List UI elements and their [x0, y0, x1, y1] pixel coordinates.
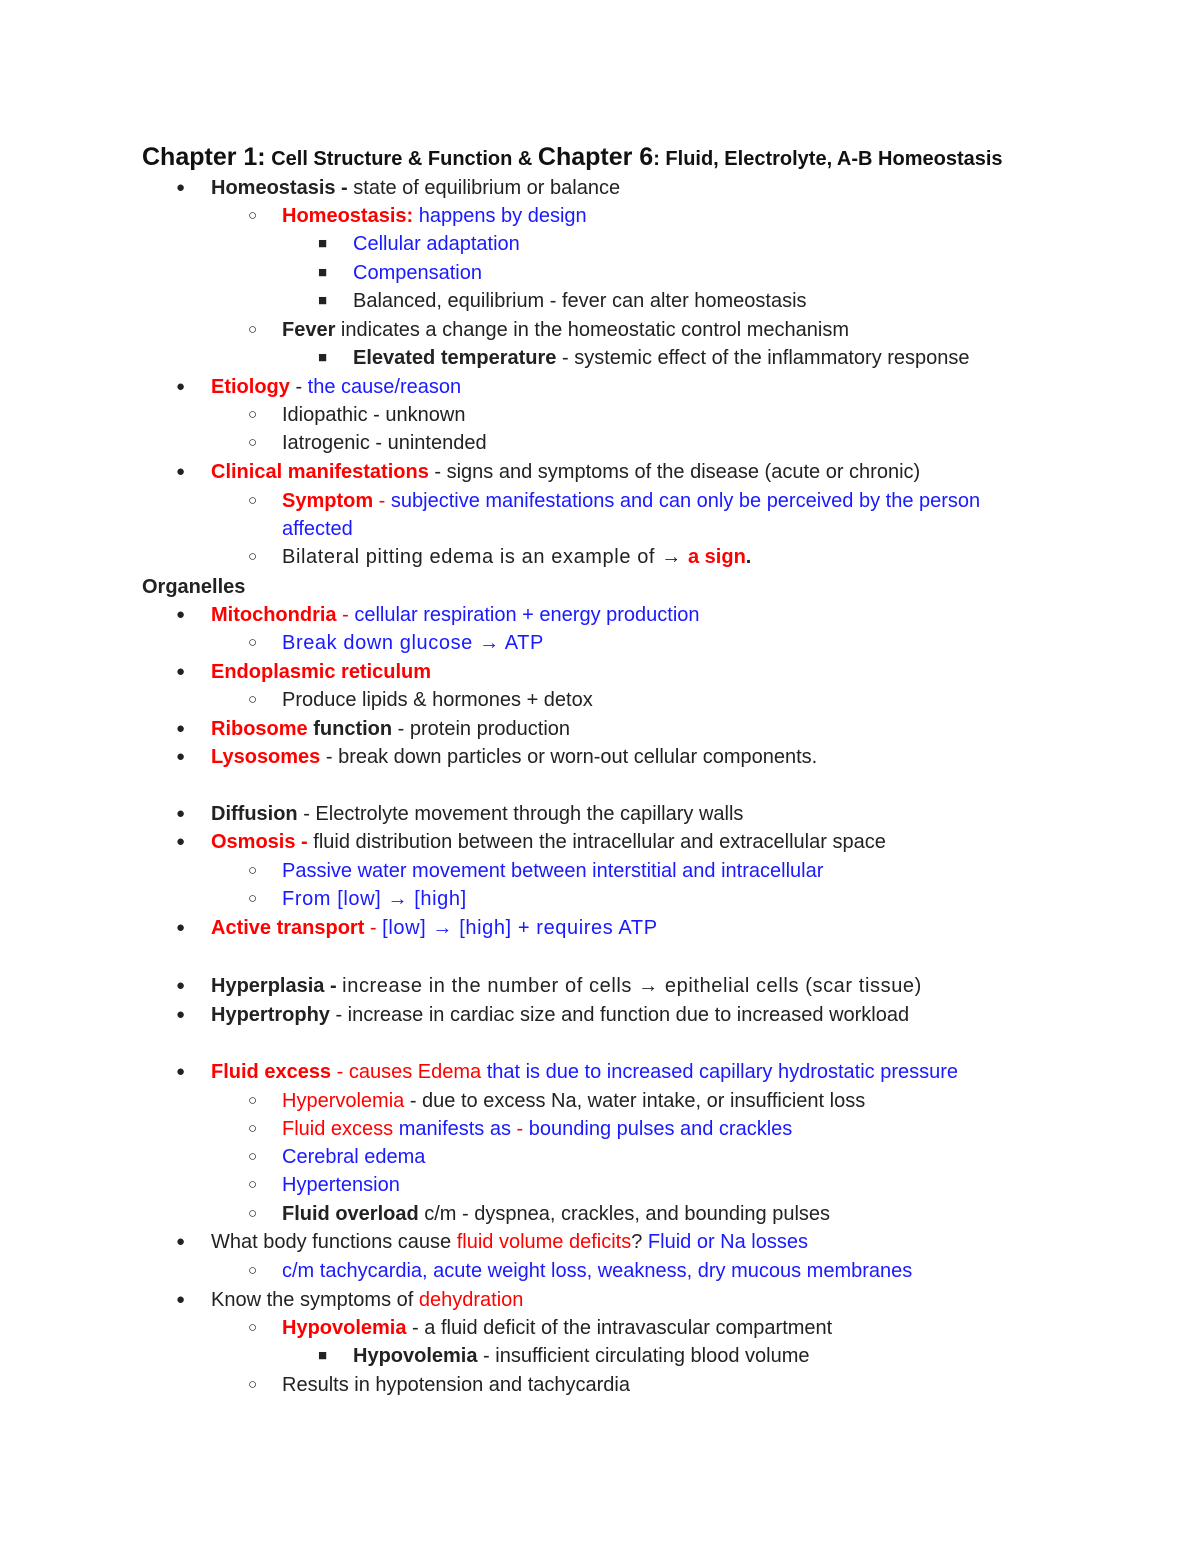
text-segment: Homeostasis: — [282, 205, 419, 227]
text-segment: - — [373, 490, 391, 512]
text-segment: - due to excess Na, water intake, or insufficient loss — [404, 1090, 866, 1112]
text-segment: bounding pulses and crackles — [528, 1118, 793, 1140]
text-segment: - insufficient circulating blood volume — [477, 1345, 810, 1367]
list-item — [248, 403, 466, 427]
text-segment: - — [336, 604, 355, 626]
list-item — [248, 688, 593, 712]
text-segment: subjective manifestations and can only be perceived by the person — [390, 490, 981, 512]
bullet-dot-icon: ● — [176, 977, 186, 994]
text-segment: Iatrogenic - unintended — [282, 432, 487, 454]
list-item — [248, 1117, 793, 1141]
bullet-dot-icon: ● — [176, 1006, 186, 1023]
bullet-circle-icon: ○ — [248, 406, 258, 423]
list-item — [248, 631, 544, 655]
text-segment: - Electrolyte movement through the capillary walls — [297, 803, 744, 825]
text-segment: - signs and symptoms of the disease (acute or chronic) — [428, 461, 921, 483]
text-segment: the cause/reason — [307, 376, 462, 398]
text-segment: c/m tachycardia, acute weight loss, weakness, dry mucous membranes — [282, 1260, 913, 1282]
text-segment: Homeostasis - — [211, 177, 354, 199]
bullet-square-icon: ■ — [318, 292, 328, 309]
text-segment: - — [516, 1118, 529, 1140]
text-segment: fluid distribution between the intracellular and extracellular space — [313, 831, 886, 853]
title-chapter-1: Chapter 1: — [142, 143, 266, 171]
text-segment: Hypovolemia — [353, 1345, 478, 1367]
bullet-circle-icon: ○ — [248, 1148, 258, 1165]
bullet-circle-icon: ○ — [248, 691, 258, 708]
list-item — [176, 830, 886, 854]
text-segment: increase in the number of cells → epithelial cells (scar tissue) — [342, 975, 922, 997]
text-segment: Passive water movement between interstitial and intracellular — [282, 860, 824, 882]
list-item — [176, 1060, 959, 1084]
list-item — [176, 1288, 524, 1312]
text-segment: Osmosis - — [211, 831, 314, 853]
list-item — [318, 289, 807, 313]
bullet-circle-icon: ○ — [248, 492, 258, 509]
bullet-dot-icon: ● — [176, 1233, 186, 1250]
text-segment: that is due to increased capillary hydrostatic pressure — [486, 1061, 959, 1083]
text-segment: happens by design — [418, 205, 587, 227]
text-segment: Hypervolemia — [282, 1090, 405, 1112]
list-item — [248, 431, 487, 455]
text-segment: Fluid excess — [211, 1061, 332, 1083]
bullet-dot-icon: ● — [176, 805, 186, 822]
text-segment: Break down glucose → ATP — [282, 632, 544, 654]
bullet-circle-icon: ○ — [248, 548, 258, 565]
text-segment: Hypertrophy — [211, 1004, 330, 1026]
bullet-circle-icon: ○ — [248, 890, 258, 907]
bullet-dot-icon: ● — [176, 1063, 186, 1080]
text-segment: c/m - dyspnea, crackles, and bounding pulses — [418, 1203, 831, 1225]
list-item — [248, 1173, 400, 1197]
bullet-dot-icon: ● — [176, 748, 186, 765]
text-segment: - — [289, 376, 308, 398]
bullet-circle-icon: ○ — [248, 207, 258, 224]
list-item — [248, 1259, 913, 1283]
list-item — [176, 1230, 808, 1254]
list-item — [248, 489, 981, 513]
list-item — [248, 1316, 833, 1340]
bullet-circle-icon: ○ — [248, 1205, 258, 1222]
list-item — [176, 660, 432, 684]
text-segment: a sign — [688, 546, 746, 568]
text-segment: Mitochondria — [211, 604, 337, 626]
text-segment: fluid volume deficits — [456, 1231, 632, 1253]
title-chapter-6: Chapter 6 — [537, 143, 654, 171]
bullet-dot-icon: ● — [176, 378, 186, 395]
text-segment: - break down particles or worn-out cellular components. — [320, 746, 818, 768]
text-segment: state of equilibrium or balance — [353, 177, 621, 199]
bullet-dot-icon: ● — [176, 606, 186, 623]
text-segment: dehydration — [418, 1289, 524, 1311]
bullet-circle-icon: ○ — [248, 1176, 258, 1193]
text-segment: manifests as — [398, 1118, 517, 1140]
text-segment: - — [364, 917, 383, 939]
list-item — [248, 1373, 630, 1397]
list-item — [176, 460, 921, 484]
text-segment: Fluid overload — [282, 1203, 419, 1225]
bullet-square-icon: ■ — [318, 349, 328, 366]
bullet-circle-icon: ○ — [248, 1120, 258, 1137]
text-segment: Bilateral pitting edema is an example of → — [282, 546, 688, 568]
bullet-square-icon: ■ — [318, 264, 328, 281]
list-item — [248, 318, 849, 342]
list-item — [248, 1202, 831, 1226]
text-segment: Cellular adaptation — [353, 233, 520, 255]
text-segment: Balanced, equilibrium - fever can alter homeostasis — [353, 290, 807, 312]
text-segment: Results in hypotension and tachycardia — [282, 1374, 630, 1396]
list-item — [248, 545, 752, 569]
text-segment: cellular respiration + energy production — [354, 604, 700, 626]
bullet-circle-icon: ○ — [248, 434, 258, 451]
text-segment: - increase in cardiac size and function due to increased workload — [329, 1004, 910, 1026]
list-item — [248, 204, 587, 228]
text-segment: - causes Edema — [331, 1061, 487, 1083]
bullet-circle-icon: ○ — [248, 1262, 258, 1279]
text-segment: Symptom — [282, 490, 374, 512]
list-item — [248, 1145, 426, 1169]
bullet-dot-icon: ● — [176, 179, 186, 196]
text-segment: From [low] → [high] — [282, 888, 467, 910]
text-segment: - systemic effect of the inflammatory response — [556, 347, 970, 369]
title-chapter-1-topic: Cell Structure & Function & — [265, 148, 538, 170]
text-segment: Ribosome — [211, 718, 308, 740]
bullet-circle-icon: ○ — [248, 321, 258, 338]
bullet-square-icon: ■ — [318, 235, 328, 252]
list-item — [176, 916, 658, 940]
text-segment: Etiology — [211, 376, 290, 398]
text-segment: Lysosomes — [211, 746, 321, 768]
text-segment: ? — [631, 1231, 648, 1253]
list-item — [176, 717, 571, 741]
bullet-square-icon: ■ — [318, 1347, 328, 1364]
text-segment: Clinical manifestations — [211, 461, 429, 483]
text-segment: Hypovolemia — [282, 1317, 407, 1339]
text-segment: Endoplasmic reticulum — [211, 661, 432, 683]
text-segment: Hyperplasia - — [211, 975, 343, 997]
list-item — [248, 887, 467, 911]
text-segment: Organelles — [142, 576, 246, 598]
list-item — [318, 346, 970, 370]
bullet-dot-icon: ● — [176, 919, 186, 936]
text-segment: Know the symptoms of — [211, 1289, 419, 1311]
list-item — [282, 517, 353, 541]
list-item — [248, 859, 824, 883]
title-chapter-6-topic: : Fluid, Electrolyte, A-B Homeostasis — [653, 148, 1003, 170]
bullet-dot-icon: ● — [176, 720, 186, 737]
text-segment: What body functions cause — [211, 1231, 457, 1253]
text-segment: [low] → [high] + requires ATP — [382, 917, 658, 939]
text-segment: function — [307, 718, 393, 740]
list-item — [176, 1003, 910, 1027]
bullet-dot-icon: ● — [176, 663, 186, 680]
text-segment: indicates a change in the homeostatic control mechanism — [335, 319, 849, 341]
list-item — [176, 603, 700, 627]
text-segment: - protein production — [392, 718, 571, 740]
list-item — [318, 232, 520, 256]
list-item — [176, 745, 818, 769]
list-item — [176, 802, 744, 826]
list-item — [318, 1344, 810, 1368]
page-title — [142, 142, 1003, 174]
list-item — [318, 261, 482, 285]
list-item — [176, 176, 621, 200]
list-item — [176, 974, 922, 998]
bullet-circle-icon: ○ — [248, 1376, 258, 1393]
bullet-dot-icon: ● — [176, 833, 186, 850]
bullet-circle-icon: ○ — [248, 1092, 258, 1109]
text-segment: - a fluid deficit of the intravascular compartment — [406, 1317, 833, 1339]
bullet-circle-icon: ○ — [248, 1319, 258, 1336]
text-segment: Active transport — [211, 917, 365, 939]
text-segment: Cerebral edema — [282, 1146, 426, 1168]
text-segment: Compensation — [353, 262, 482, 284]
text-segment: Produce lipids & hormones + detox — [282, 689, 593, 711]
text-segment: Fluid excess — [282, 1118, 399, 1140]
text-segment: Fluid or Na losses — [647, 1231, 808, 1253]
bullet-dot-icon: ● — [176, 1291, 186, 1308]
text-segment: Diffusion — [211, 803, 298, 825]
text-segment: Fever — [282, 319, 336, 341]
section-heading — [142, 575, 245, 599]
list-item — [176, 375, 462, 399]
bullet-circle-icon: ○ — [248, 634, 258, 651]
text-segment: . — [745, 546, 752, 568]
bullet-dot-icon: ● — [176, 463, 186, 480]
bullet-circle-icon: ○ — [248, 862, 258, 879]
text-segment: affected — [282, 518, 353, 540]
text-segment: Idiopathic - unknown — [282, 404, 466, 426]
text-segment: Hypertension — [282, 1174, 400, 1196]
list-item — [248, 1089, 866, 1113]
text-segment: Elevated temperature — [353, 347, 557, 369]
